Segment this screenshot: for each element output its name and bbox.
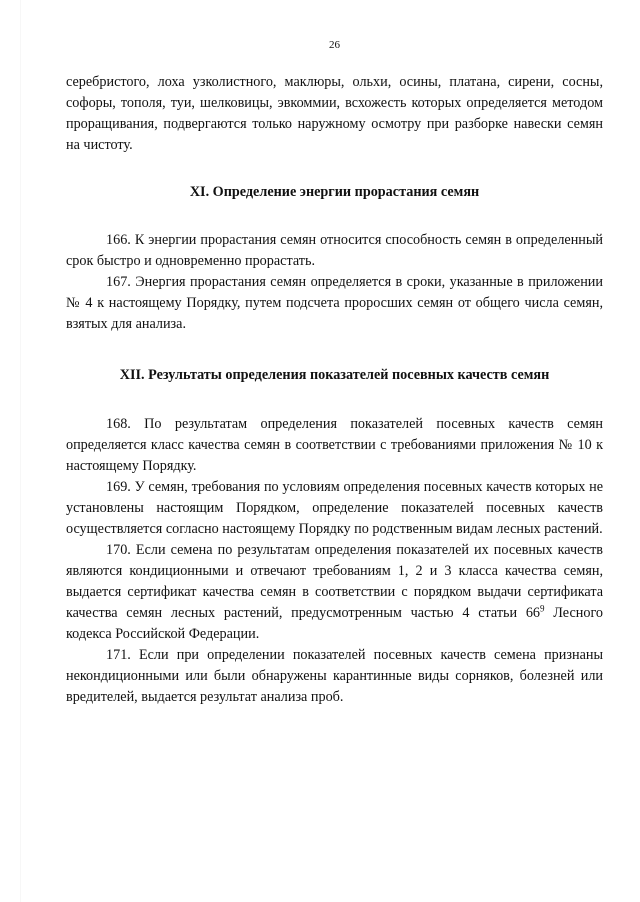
scan-edge-line [20,0,21,902]
page-number: 26 [329,39,340,51]
paragraph-167: 167. Энергия прорастания семян определяется в сроки, указанные в приложении № 4 к настоящему Порядку, путем подсчета проросших семян от общего числа семян, взятых для анализа. [66,274,603,332]
paragraph-168: 168. По результатам определения показателей посевных качеств семян определяется класс качества семян в соответствии с требованиями приложения № 10 к настоящему Порядку. [66,416,603,474]
paragraph-170-text: 170. Если семена по результатам определения показателей их посевных качеств являются кондиционными и отвечают требованиям 1, 2 и 3 класса качества семян, выдается сертификат качества семян в соответствии с порядком выдачи сертификата качества семян лесных растений, предусмотренным частью 4 статьи 66 [66,542,603,621]
section-11-heading: XI. Определение энергии прорастания семян [189,184,480,200]
section-11-heading-wrap [66,182,603,202]
section-12-heading: XII. Результаты определения показателей посевных качеств семян [119,367,550,383]
intro-paragraph: серебристого, лоха узколистного, маклюры, ольхи, осины, платана, сирени, сосны, софоры, тополя, туи, шелковицы, эвкоммии, всхожесть которых определяется методом проращивания, подвергаются только наружному осмотру при разборке навески семян на чистоту. [66,74,603,153]
paragraph-166: 166. К энергии прорастания семян относится способность семян в определенный срок быстро и одновременно прорастать. [66,232,603,269]
paragraph-171: 171. Если при определении показателей посевных качеств семена признаны некондиционными или были обнаружены карантинные виды сорняков, болезней или вредителей, выдается результат анализа проб. [66,647,603,705]
paragraph-170 [66,540,603,645]
section-12-heading-wrap [66,365,603,385]
article-superscript: 9 [540,603,545,614]
paragraph-169: 169. У семян, требования по условиям определения посевных качеств которых не установлены настоящим Порядком, определение показателей посевных качеств осуществляется согласно настоящему Порядку по родственным видам лесных растений. [66,479,603,537]
paragraph-170-tail: Лесного кодекса Российской Федерации. [66,605,604,642]
